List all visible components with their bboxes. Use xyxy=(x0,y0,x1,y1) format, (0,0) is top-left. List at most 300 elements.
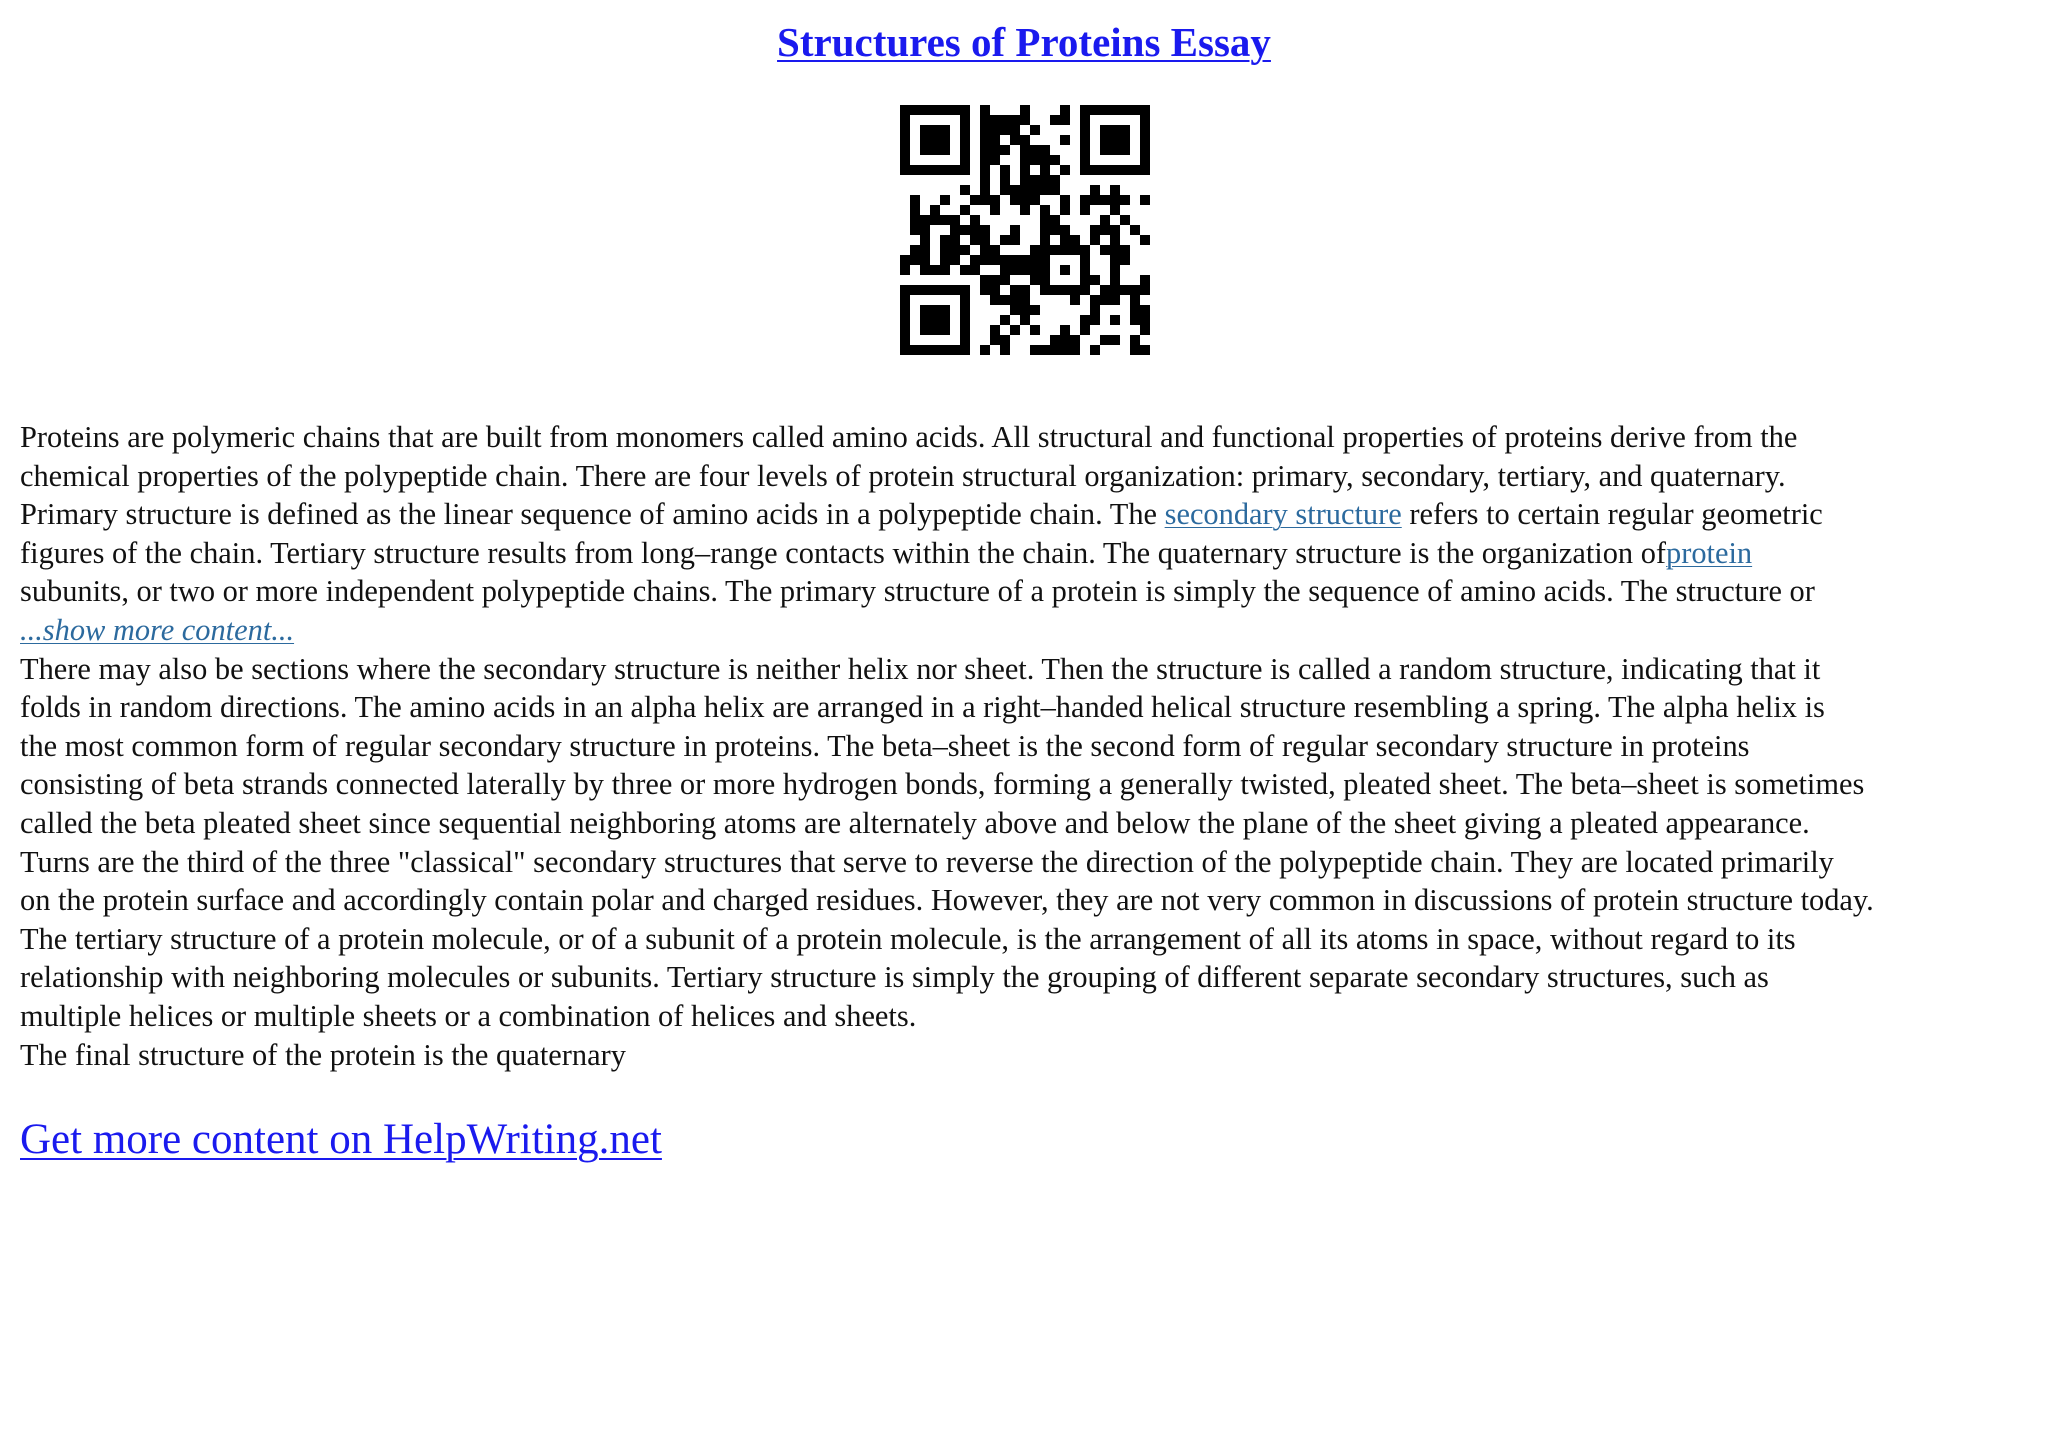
paragraph-3-line: The final structure of the protein is the quaternary xyxy=(20,1037,626,1072)
qr-module xyxy=(960,105,970,115)
qr-module xyxy=(1080,135,1090,145)
qr-module xyxy=(920,145,930,155)
qr-module xyxy=(930,145,940,155)
qr-module xyxy=(1130,335,1140,345)
qr-module xyxy=(1100,165,1110,175)
paragraph-1-line: chemical properties of the polypeptide chain. There are four levels of protein structural organization: primary, secondary, tertiary, and quaternary. xyxy=(20,458,1786,493)
qr-module xyxy=(1080,205,1090,215)
protein-link[interactable]: protein xyxy=(1666,535,1753,570)
qr-module xyxy=(1040,275,1050,285)
qr-module xyxy=(1060,245,1070,255)
qr-module xyxy=(950,245,960,255)
qr-module xyxy=(1020,165,1030,175)
qr-module xyxy=(1090,195,1100,205)
qr-module xyxy=(1110,105,1120,115)
qr-module xyxy=(1140,135,1150,145)
qr-module xyxy=(900,315,910,325)
qr-module xyxy=(970,225,980,235)
qr-module xyxy=(910,205,920,215)
qr-module xyxy=(1130,165,1140,175)
qr-module xyxy=(1140,285,1150,295)
qr-module xyxy=(910,195,920,205)
qr-module xyxy=(1010,325,1020,335)
qr-module xyxy=(1030,195,1040,205)
text-segment: Primary structure is defined as the linear sequence of amino acids in a polypeptide chain. The xyxy=(20,497,1165,532)
qr-module xyxy=(1110,245,1120,255)
qr-module xyxy=(960,325,970,335)
qr-module xyxy=(960,155,970,165)
qr-module xyxy=(1000,185,1010,195)
qr-module xyxy=(1000,235,1010,245)
qr-module xyxy=(930,265,940,275)
qr-module xyxy=(990,285,1000,295)
qr-module xyxy=(990,335,1000,345)
qr-module xyxy=(930,205,940,215)
qr-module xyxy=(1050,155,1060,165)
qr-module xyxy=(980,345,990,355)
qr-module xyxy=(1140,325,1150,335)
qr-module xyxy=(1060,165,1070,175)
qr-module xyxy=(1080,125,1090,135)
qr-module xyxy=(960,205,970,215)
paragraph-2-line: Turns are the third of the three "classical" secondary structures that serve to reverse the direction of the polypeptide chain. They are located primarily xyxy=(20,844,1834,879)
qr-module xyxy=(1030,325,1040,335)
qr-module xyxy=(1010,295,1020,305)
qr-module xyxy=(1070,245,1080,255)
essay-title-link[interactable]: Structures of Proteins Essay xyxy=(777,19,1271,65)
qr-module xyxy=(1090,225,1100,235)
qr-module xyxy=(1000,115,1010,125)
qr-module xyxy=(1020,255,1030,265)
qr-module xyxy=(1040,245,1050,255)
qr-module xyxy=(1060,335,1070,345)
qr-module xyxy=(970,255,980,265)
qr-module xyxy=(1020,175,1030,185)
qr-module xyxy=(1040,145,1050,155)
qr-module xyxy=(1090,185,1100,195)
qr-module xyxy=(940,315,950,325)
qr-module xyxy=(1000,165,1010,175)
qr-module xyxy=(1120,195,1130,205)
qr-module xyxy=(930,125,940,135)
qr-module xyxy=(980,285,990,295)
qr-module xyxy=(1000,175,1010,185)
qr-module xyxy=(1130,315,1140,325)
qr-module xyxy=(1080,285,1090,295)
qr-module xyxy=(960,145,970,155)
qr-module xyxy=(1010,235,1020,245)
qr-module xyxy=(1100,125,1110,135)
qr-module xyxy=(960,335,970,345)
paragraph-2-line: The tertiary structure of a protein molecule, or of a subunit of a protein molecule, is the arrangement of all its atoms in space, without regard to its xyxy=(20,921,1796,956)
qr-module xyxy=(1030,185,1040,195)
qr-module xyxy=(1000,345,1010,355)
qr-module xyxy=(1120,285,1130,295)
qr-module xyxy=(1000,145,1010,155)
qr-module xyxy=(1010,195,1020,205)
qr-module xyxy=(960,295,970,305)
qr-module xyxy=(1010,225,1020,235)
qr-module xyxy=(980,185,990,195)
qr-module xyxy=(1000,335,1010,345)
paragraph-2-line: on the protein surface and accordingly contain polar and charged residues. However, they are not very common in discussions of protein structure today. xyxy=(20,883,1874,918)
qr-module xyxy=(1090,305,1100,315)
qr-module xyxy=(950,235,960,245)
qr-module xyxy=(1020,305,1030,315)
qr-module xyxy=(980,195,990,205)
qr-module xyxy=(1050,115,1060,125)
show-more-link[interactable]: ...show more content... xyxy=(20,612,295,647)
qr-module xyxy=(940,105,950,115)
qr-module xyxy=(920,285,930,295)
qr-module xyxy=(1130,345,1140,355)
qr-module xyxy=(910,285,920,295)
qr-module xyxy=(960,245,970,255)
qr-module xyxy=(1060,195,1070,205)
paragraph-1-line xyxy=(20,534,2046,573)
show-more-row xyxy=(20,611,2046,650)
qr-module xyxy=(1000,295,1010,305)
qr-module xyxy=(1000,275,1010,285)
qr-module xyxy=(1110,145,1120,155)
essay-title xyxy=(0,18,2048,66)
paragraph-2-line: called the beta pleated sheet since sequential neighboring atoms are alternately above and below the plane of the sheet giving a pleated appearance. xyxy=(20,805,1810,840)
qr-module xyxy=(940,195,950,205)
qr-module xyxy=(1050,215,1060,225)
qr-module xyxy=(1040,285,1050,295)
qr-module xyxy=(1140,125,1150,135)
qr-module xyxy=(930,215,940,225)
qr-module xyxy=(1100,195,1110,205)
qr-module xyxy=(900,125,910,135)
qr-module xyxy=(1010,125,1020,135)
qr-module xyxy=(980,125,990,135)
qr-module xyxy=(920,125,930,135)
qr-module xyxy=(1120,165,1130,175)
qr-module xyxy=(990,255,1000,265)
qr-module xyxy=(980,255,990,265)
qr-module xyxy=(920,165,930,175)
paragraph-2-line: There may also be sections where the secondary structure is neither helix nor sheet. Then the structure is called a random structure, indicating that it xyxy=(20,651,1821,686)
qr-module xyxy=(1040,225,1050,235)
qr-module xyxy=(1040,215,1050,225)
qr-module xyxy=(940,245,950,255)
qr-module xyxy=(1070,345,1080,355)
qr-module xyxy=(1030,265,1040,275)
qr-module xyxy=(920,235,930,245)
qr-module xyxy=(1040,155,1050,165)
paragraph-2-line: folds in random directions. The amino acids in an alpha helix are arranged in a right–handed helical structure resembling a spring. The alpha helix is xyxy=(20,690,1825,725)
paragraph-2-line: relationship with neighboring molecules or subunits. Tertiary structure is simply the grouping of different separate secondary structures, such as xyxy=(20,960,1769,995)
qr-module xyxy=(1020,105,1030,115)
qr-module xyxy=(910,345,920,355)
qr-module xyxy=(930,305,940,315)
qr-module xyxy=(1100,225,1110,235)
qr-module xyxy=(900,105,910,115)
qr-module xyxy=(1030,345,1040,355)
qr-module xyxy=(1120,135,1130,145)
qr-module xyxy=(1020,145,1030,155)
qr-module xyxy=(1090,235,1100,245)
qr-module xyxy=(960,125,970,135)
qr-module xyxy=(910,225,920,235)
qr-module xyxy=(940,305,950,315)
qr-module xyxy=(930,315,940,325)
qr-module xyxy=(1140,155,1150,165)
qr-module xyxy=(950,215,960,225)
qr-module xyxy=(910,165,920,175)
helpwriting-link[interactable]: Get more content on HelpWriting.net xyxy=(20,1116,662,1163)
qr-module xyxy=(1070,335,1080,345)
qr-module xyxy=(1030,175,1040,185)
qr-module xyxy=(960,265,970,275)
qr-module xyxy=(950,105,960,115)
qr-module xyxy=(920,215,930,225)
qr-module xyxy=(940,125,950,135)
qr-module xyxy=(960,345,970,355)
qr-module xyxy=(1040,345,1050,355)
qr-module xyxy=(1020,155,1030,165)
qr-module xyxy=(1130,295,1140,305)
qr-module xyxy=(1100,145,1110,155)
paragraph-1-line: Proteins are polymeric chains that are built from monomers called amino acids. All structural and functional properties of proteins derive from the xyxy=(20,420,1798,454)
qr-module xyxy=(1070,235,1080,245)
qr-module xyxy=(960,185,970,195)
qr-module xyxy=(1080,275,1090,285)
paragraph-1-line: subunits, or two or more independent polypeptide chains. The primary structure of a protein is simply the sequence of amino acids. The structure or xyxy=(20,574,1815,609)
qr-module xyxy=(980,175,990,185)
qr-module xyxy=(940,135,950,145)
qr-module xyxy=(990,155,1000,165)
qr-module xyxy=(1140,275,1150,285)
qr-module xyxy=(1100,335,1110,345)
qr-module xyxy=(1010,265,1020,275)
qr-module xyxy=(1100,295,1110,305)
qr-module xyxy=(1130,285,1140,295)
qr-module xyxy=(930,345,940,355)
qr-module xyxy=(910,245,920,255)
qr-module xyxy=(1040,205,1050,215)
qr-module xyxy=(920,265,930,275)
qr-module xyxy=(1110,275,1120,285)
qr-module xyxy=(980,245,990,255)
qr-module xyxy=(960,135,970,145)
qr-module xyxy=(1140,195,1150,205)
qr-module xyxy=(1140,235,1150,245)
qr-module xyxy=(900,285,910,295)
qr-module xyxy=(1010,135,1020,145)
qr-module xyxy=(950,225,960,235)
qr-module xyxy=(1030,255,1040,265)
qr-module xyxy=(1140,145,1150,155)
qr-module xyxy=(900,145,910,155)
qr-module xyxy=(990,195,1000,205)
qr-module xyxy=(1120,145,1130,155)
qr-module xyxy=(1100,245,1110,255)
qr-module xyxy=(900,265,910,275)
qr-module xyxy=(1060,345,1070,355)
qr-module xyxy=(1110,235,1120,245)
qr-module xyxy=(930,165,940,175)
qr-module xyxy=(920,345,930,355)
paragraph-2-line: consisting of beta strands connected laterally by three or more hydrogen bonds, forming a generally twisted, pleated sheet. The beta–sheet is sometimes xyxy=(20,767,1865,802)
qr-module xyxy=(950,255,960,265)
qr-module xyxy=(1090,295,1100,305)
qr-module xyxy=(1010,285,1020,295)
qr-module xyxy=(900,135,910,145)
qr-module xyxy=(1120,245,1130,255)
qr-module xyxy=(900,255,910,265)
qr-module xyxy=(1030,145,1040,155)
qr-module xyxy=(940,145,950,155)
qr-module xyxy=(980,135,990,145)
qr-module xyxy=(1110,195,1120,205)
qr-module xyxy=(1120,255,1130,265)
qr-module xyxy=(1020,315,1030,325)
qr-module xyxy=(1080,145,1090,155)
qr-module xyxy=(1080,255,1090,265)
qr-module xyxy=(1060,105,1070,115)
qr-module xyxy=(1050,285,1060,295)
qr-module xyxy=(1050,335,1060,345)
qr-module xyxy=(1110,125,1120,135)
qr-module xyxy=(980,275,990,285)
qr-module xyxy=(1010,115,1020,125)
qr-module xyxy=(920,225,930,235)
qr-module xyxy=(960,305,970,315)
qr-module xyxy=(1020,285,1030,295)
qr-module xyxy=(1020,115,1030,125)
qr-module xyxy=(930,325,940,335)
qr-module xyxy=(1040,265,1050,275)
qr-module xyxy=(1110,335,1120,345)
qr-module xyxy=(900,155,910,165)
qr-module xyxy=(1110,295,1120,305)
qr-module xyxy=(1020,265,1030,275)
paragraph-2-line: the most common form of regular secondary structure in proteins. The beta–sheet is the second form of regular secondary structure in proteins xyxy=(20,728,1750,763)
qr-module xyxy=(910,105,920,115)
qr-module xyxy=(990,115,1000,125)
qr-module xyxy=(1120,215,1130,225)
qr-module xyxy=(1030,125,1040,135)
qr-module xyxy=(990,145,1000,155)
qr-module xyxy=(1060,235,1070,245)
qr-module xyxy=(1050,345,1060,355)
qr-module xyxy=(930,105,940,115)
qr-module xyxy=(1000,255,1010,265)
qr-module xyxy=(1110,185,1120,195)
qr-module xyxy=(1080,105,1090,115)
qr-module xyxy=(980,235,990,245)
qr-module xyxy=(930,285,940,295)
qr-module xyxy=(1120,105,1130,115)
secondary-structure-link[interactable]: secondary structure xyxy=(1164,497,1402,532)
qr-module xyxy=(960,115,970,125)
qr-module xyxy=(970,215,980,225)
qr-module xyxy=(1060,135,1070,145)
qr-module xyxy=(980,105,990,115)
qr-module xyxy=(1090,105,1100,115)
qr-module xyxy=(990,245,1000,255)
qr-module xyxy=(1030,305,1040,315)
qr-module xyxy=(1140,345,1150,355)
qr-module xyxy=(1040,175,1050,185)
qr-module xyxy=(1140,165,1150,175)
qr-module xyxy=(920,305,930,315)
qr-module xyxy=(1040,255,1050,265)
qr-module xyxy=(1130,105,1140,115)
qr-module xyxy=(1110,315,1120,325)
qr-module xyxy=(1030,245,1040,255)
qr-module xyxy=(900,345,910,355)
qr-module xyxy=(940,235,950,245)
qr-module xyxy=(990,205,1000,215)
qr-module xyxy=(900,115,910,125)
qr-module xyxy=(960,285,970,295)
qr-module xyxy=(1000,125,1010,135)
qr-module xyxy=(960,225,970,235)
paragraph-2-line: multiple helices or multiple sheets or a combination of helices and sheets. xyxy=(20,998,917,1033)
qr-module xyxy=(1100,215,1110,225)
qr-module xyxy=(1080,265,1090,275)
qr-module xyxy=(1060,325,1070,335)
qr-module xyxy=(1080,245,1090,255)
qr-module xyxy=(970,265,980,275)
qr-module xyxy=(950,165,960,175)
qr-module xyxy=(980,145,990,155)
qr-module xyxy=(940,255,950,265)
qr-module xyxy=(900,335,910,345)
qr-module xyxy=(910,215,920,225)
qr-module xyxy=(1110,285,1120,295)
qr-module xyxy=(910,255,920,265)
text-segment: refers to certain regular geometric xyxy=(1401,497,1823,532)
qr-module xyxy=(960,165,970,175)
qr-module xyxy=(1100,285,1110,295)
qr-module xyxy=(920,325,930,335)
qr-module xyxy=(1020,195,1030,205)
essay-body xyxy=(20,418,2046,1074)
qr-module xyxy=(1000,265,1010,275)
qr-module xyxy=(920,245,930,255)
qr-module xyxy=(1050,245,1060,255)
paragraph-1-line xyxy=(20,495,2046,534)
qr-module xyxy=(1010,305,1020,315)
qr-module xyxy=(990,295,1000,305)
qr-module xyxy=(900,165,910,175)
qr-module xyxy=(900,325,910,335)
qr-module xyxy=(1130,225,1140,235)
qr-module xyxy=(1090,345,1100,355)
qr-module xyxy=(990,135,1000,145)
qr-module xyxy=(920,315,930,325)
qr-module xyxy=(1060,285,1070,295)
qr-module xyxy=(990,125,1000,135)
qr-module xyxy=(1110,165,1120,175)
qr-module xyxy=(1110,265,1120,275)
qr-module xyxy=(970,235,980,245)
qr-module xyxy=(1110,225,1120,235)
qr-module xyxy=(920,105,930,115)
qr-module xyxy=(1100,105,1110,115)
qr-module xyxy=(1080,115,1090,125)
qr-module xyxy=(1040,185,1050,195)
qr-module xyxy=(1110,255,1120,265)
qr-module xyxy=(990,325,1000,335)
text-segment: figures of the chain. Tertiary structure results from long–range contacts within the chain. The quaternary structure is the organization of xyxy=(20,535,1667,570)
qr-module xyxy=(1080,315,1090,325)
qr-code-icon xyxy=(900,105,1150,355)
